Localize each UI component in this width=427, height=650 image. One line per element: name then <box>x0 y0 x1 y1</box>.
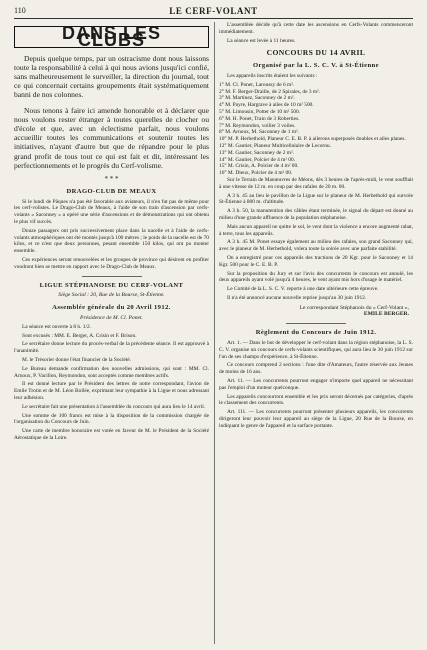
article-paragraph: L'assemblée décide qu'à cette date les ascensions en Cerfs-Volants commenceront immédiatement. <box>219 22 413 35</box>
list-item: 15° M. Crisin, A. Polcier de 4 m² 00. <box>219 163 299 170</box>
section-title-box <box>14 23 209 50</box>
article-paragraph: Il n'a été annoncé aucune nouvelle reprise jusqu'au 30 juin 1912. <box>227 294 367 301</box>
article-paragraph: Les appareils concourront ensemble et les prix seront décernés par catégories, d'après le classement des concurrents. <box>219 393 413 407</box>
article-paragraph: Sur le Terrain de Manœuvres de Méons, dès 3 heures de l'après-midi, le vent soufflait à une vitesse de 12 m. en coup par des rafales de 20 m. 00. <box>219 176 413 190</box>
running-title: LE CERF-VOLANT <box>169 6 258 16</box>
left-column <box>14 22 209 646</box>
article-paragraph: A 3 h. 45 au lieu le pavillon de la Ligue sur le planeur de M. Herbethold qui survole St-Étienne à 800 m. d'altitude. <box>219 192 413 206</box>
intro-paragraph: Nous tenons à faire ici amende honorable et à déclarer que nous voulons rester étranger à toutes querelles de clocher ou d'école et que, avec un éclectisme parfait, nous voulons accueillir toutes les communications et soutenir toutes les initiatives, n'ayant d'autre but que de répandre pour le plus grand profit de tous tout ce qui est fait et dit, intéressant les perfectionnements et le progrès du Cerf-volisme. <box>14 105 209 170</box>
article-paragraph: La séance est ouverte à 8 h. 1/2. <box>22 323 92 330</box>
article-paragraph: Si le lundi de Pâques n'a pas été favorable aux aviateurs, il n'en fut pas de même pour les cerf-volistes. Le Drago-Club de Meaux, à l'aide de son train d'ascension par cerfs-volants « Saconney » a opéré une série d'ascensions et de démonstrations qui ont obtenu le plus vif succès. <box>14 198 209 226</box>
column-divider <box>214 22 215 644</box>
article-paragraph: Sont excusés : MM. E. Berger, A. Crisin et F. Brison. <box>22 332 137 339</box>
list-item: 13° M. Gautier, Saconney de 2 m². <box>219 149 294 156</box>
article-paragraph: A 3 h. 45 M. Ponet essaye également au milieu des rafales, son grand Saconney qui, avec le planeur de M. Herbethold, volera toute la soirée avec une parfaite stabilité. <box>219 239 413 253</box>
article-paragraph: Ces expériences seront renouvelées et les groupes de province qui désirent en profiter voudront bien se mettre en rapport avec le Drago-Club de Meaux. <box>14 257 209 270</box>
list-item: 3° M. Martinez, Saconney de 2 m². <box>219 95 295 102</box>
article-paragraph: Une somme de 100 francs est mise à la disposition de la commission chargée de l'organisation du Concours de Juin. <box>14 412 209 426</box>
article-paragraph: Le Comité de la L. S. C. V. reporte à une date ultérieure cette épreuve. <box>227 286 379 293</box>
concours-subtitle: Organisé par la L. S. C. V. à St-Étienne <box>253 62 379 70</box>
article-paragraph: Mais aucun appareil ne quitte le sol, le vent dont la violence a encore augmenté rabat, à terre, tous les appareils. <box>219 223 413 237</box>
list-item: 14° M. Gautier, Polcier de 4 m² 00. <box>219 156 296 163</box>
list-item: 12° M. Gautier, Planeur Multicellulaire de Lecornu. <box>219 142 331 149</box>
entries-intro: Les appareils inscrits étaient les suivants : <box>227 72 318 79</box>
divider <box>82 276 142 277</box>
article-paragraph: Art. 11. — Les concurrents pourront engager n'importe quel appareil ne nécessitant pas l'emploi d'un moteur quelconque. <box>219 378 413 391</box>
article-paragraph: Sur la proposition du Jury et sur l'avis des concurrents le concours est annulé, les deux appareils ayant volé jusqu'à 4 heures, le vent ayant mis hors d'usage le matériel. <box>219 270 413 284</box>
header-rule <box>14 18 413 19</box>
article-paragraph: Ce concours comprend 2 sections : l'une dite d'Amateurs, l'autre réservée aux Jeunes de moins de 16 ans. <box>219 362 413 376</box>
reglement-title: Règlement du Concours de Juin 1912. <box>255 329 377 337</box>
list-item: 4° M. Payre, Hargrave à ailes de 10 m² 500. <box>219 102 314 109</box>
article-paragraph: La séance est levée à 11 heures. <box>227 37 296 44</box>
intro-paragraph: Depuis quelque temps, par un ostracisme dont nous laissons toute la responsabilité à celui à qui nous avions jusqu'ici confié, sans malheureusement le surveiller, la direction du journal, tout ce qui concernait certains groupements était systématiquement banni de nos colonnes. <box>14 53 209 100</box>
section-title: DANS LES CLUBS <box>14 26 209 48</box>
list-item: 6° M. H. Ponet, Train de 3 Roberties. <box>219 115 300 122</box>
article-paragraph: Une carte de membre honoraire est votée en faveur de M. le Président de la Société Aérostatique de la Loire. <box>14 428 209 441</box>
article-paragraph: Le secrétaire donne lecture du procès-verbal de la précédente séance. Il est approuvé à l'unanimité. <box>14 341 209 355</box>
article-paragraph: On a enregistré pour ces appareils des tractions de 20 Kgr. pour le Saconney et 14 Kgr. 500 pour le C. E. B. P. <box>219 254 413 268</box>
list-item: 16° M. Dieux, Polcier de 4 m² 00. <box>219 170 293 177</box>
list-item: 10° M. P. Herbethold, Planeur C. E. B. P. à ailerons superposés doubles et ailes planes. <box>219 136 406 143</box>
entries-list <box>219 82 413 177</box>
drago-club-title: DRAGO-CLUB DE MEAUX <box>66 187 157 195</box>
signature <box>219 305 409 319</box>
signature-name: EMILE BERGER. <box>363 311 409 318</box>
assembly-subtitle: Assemblée générale du 20 Avril 1912. <box>52 304 171 312</box>
list-item: 7° M. Reymondon, voilier 3 voiles. <box>219 122 296 129</box>
list-item: 1° M. Cl. Ponet, Laroussy de 6 m². <box>219 81 295 88</box>
article-paragraph: Il est donné lecture par le Président des lettres de notre correspondant, l'avion de Emile Trotin et de M. Léon Bollée, exprimant leur sympathie à la Ligue et nous adressant leur adhésion. <box>14 381 209 401</box>
article-paragraph: Art. 1. — Dans le but de développer le cerf-volant dans la région stéphanoise, la L. S. C. V. organise un concours de cerfs-volants scientifiques, qui aura lieu le 30 juin 1912 sur l'un de ses champs d'expérience, à St-Étienne. <box>219 340 413 360</box>
concours-title: CONCOURS DU 14 AVRIL <box>266 48 366 58</box>
presidency-line: Présidence de M. Cl. Ponet. <box>80 314 143 321</box>
stephanoise-title: LIGUE STÉPHANOISE DU CERF-VOLANT <box>39 281 184 289</box>
right-column <box>219 22 413 646</box>
page-number: 110 <box>14 6 26 15</box>
article-paragraph: Le secrétaire fait une présentation à l'assemblée du concours qui aura lieu le 14 avril. <box>22 403 206 410</box>
list-item: 8° M. Arnoux, M. Saconney de 1 m². <box>219 129 299 136</box>
list-item: 5° M. Limousin, Potter de 10 m² 500. <box>219 108 301 115</box>
article-paragraph: A 3 h. 50, la manutention des câbles étant terminée, le signal du départ est donné au milieu d'une grande affluence de la population stéphanoise. <box>219 208 413 221</box>
article-paragraph: Art. 111. — Les concurrents pourront présenter plusieurs appareils, les concurrents dirigeront leur pouvoir leur appareil au siège de la Ligue, 20 Rue de la Bourse, en indiquant le genre de l'appareil et la surface portante. <box>219 409 413 429</box>
asterism: * * * <box>104 175 119 184</box>
stephanoise-address: Siège Social : 20, Rue de la Bourse, St-Étienne. <box>58 292 165 299</box>
article-paragraph: M. le Trésorier donne l'état financier de la Société. <box>22 356 132 363</box>
divider <box>286 323 346 324</box>
list-item: 2° M. F. Berger-Draille, de 2 Spirales, de 3 m². <box>219 88 321 95</box>
article-paragraph: Le Bureau demande confirmation des nouvelles admissions, qui sont : MM. Cl. Arnoux, P. Vacillon, Reymondon, sont acceptés comme membres actifs. <box>14 365 209 379</box>
signature-line: Le correspondant Stéphanois du « Cerf-Volant », <box>299 304 409 311</box>
article-paragraph: Douze passagers ont pris successivement place dans la nacelle et à l'aide de cerfs-volants atmosphériques ont été montés jusqu'à 100 mètres ; le poids de la nacelle est de 70 kilos, et ce n'est que deux personnes, pesant ensemble 150 kilos, qui ont pu monter ensemble. <box>14 227 209 255</box>
